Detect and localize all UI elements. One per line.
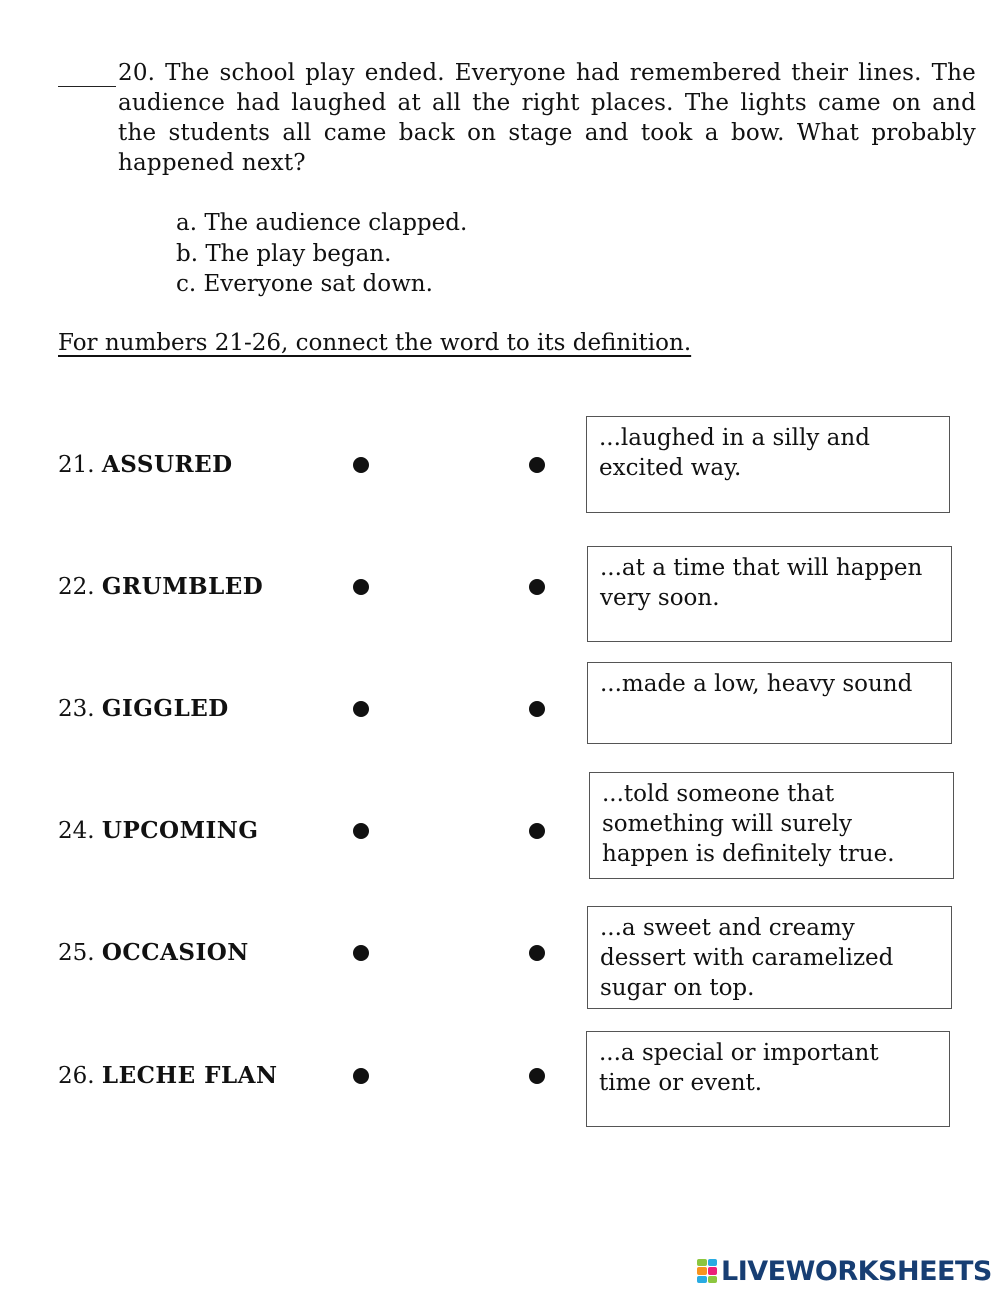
definition-connector-dot[interactable] [529,701,545,717]
definition-box: ...a special or important time or event. [586,1031,950,1127]
question-20-choices [176,208,467,300]
definition-box: ...made a low, heavy sound [587,662,952,744]
word-term: LECHE FLAN [101,1062,278,1089]
choice-b: b. The play began. [176,240,392,267]
word-number: 21. [58,452,95,478]
word-term: GRUMBLED [101,573,264,600]
word-term: ASSURED [101,451,233,478]
word-term: UPCOMING [101,817,259,844]
word-number: 26. [58,1063,95,1089]
definition-connector-dot[interactable] [529,579,545,595]
definition-connector-dot[interactable] [529,457,545,473]
matching-word [58,1061,278,1091]
choice-a: a. The audience clapped. [176,210,468,236]
definition-connector-dot[interactable] [529,1068,545,1084]
choice-c: c. Everyone sat down. [176,271,433,297]
definition-box: ...at a time that will happen very soon. [587,546,952,642]
definition-box: ...told someone that something will surely happen is definitely true. [589,772,954,879]
matching-word [58,816,258,846]
word-connector-dot[interactable] [353,823,369,839]
definition-box: ...laughed in a silly and excited way. [586,416,950,513]
logo-text: LIVEWORKSHEETS [721,1255,992,1287]
matching-word [58,450,233,480]
liveworksheets-logo-icon [697,1259,717,1283]
liveworksheets-logo [697,1256,992,1286]
answer-blank-20[interactable] [58,86,116,87]
word-number: 24. [58,818,95,844]
word-connector-dot[interactable] [353,701,369,717]
word-connector-dot[interactable] [353,579,369,595]
definition-box: ...a sweet and creamy dessert with caramelized sugar on top. [587,906,952,1009]
word-number: 23. [58,696,95,722]
word-connector-dot[interactable] [353,945,369,961]
question-20-stem [118,58,976,178]
definition-connector-dot[interactable] [529,945,545,961]
word-term: OCCASION [101,939,249,966]
word-connector-dot[interactable] [353,1068,369,1084]
question-20-text: The school play ended. Everyone had remembered their lines. The audience had laughed at all the right places. The lights came on and the students all came back on stage and took a bow. What probably happened next? [118,60,976,176]
matching-word [58,938,249,968]
question-20-number: 20. [118,60,156,86]
word-connector-dot[interactable] [353,457,369,473]
matching-instructions: For numbers 21-26, connect the word to its definition. [58,330,692,356]
matching-word [58,572,263,602]
word-term: GIGGLED [101,695,229,722]
matching-word [58,694,229,724]
definition-connector-dot[interactable] [529,823,545,839]
word-number: 25. [58,940,95,966]
word-number: 22. [58,574,95,600]
